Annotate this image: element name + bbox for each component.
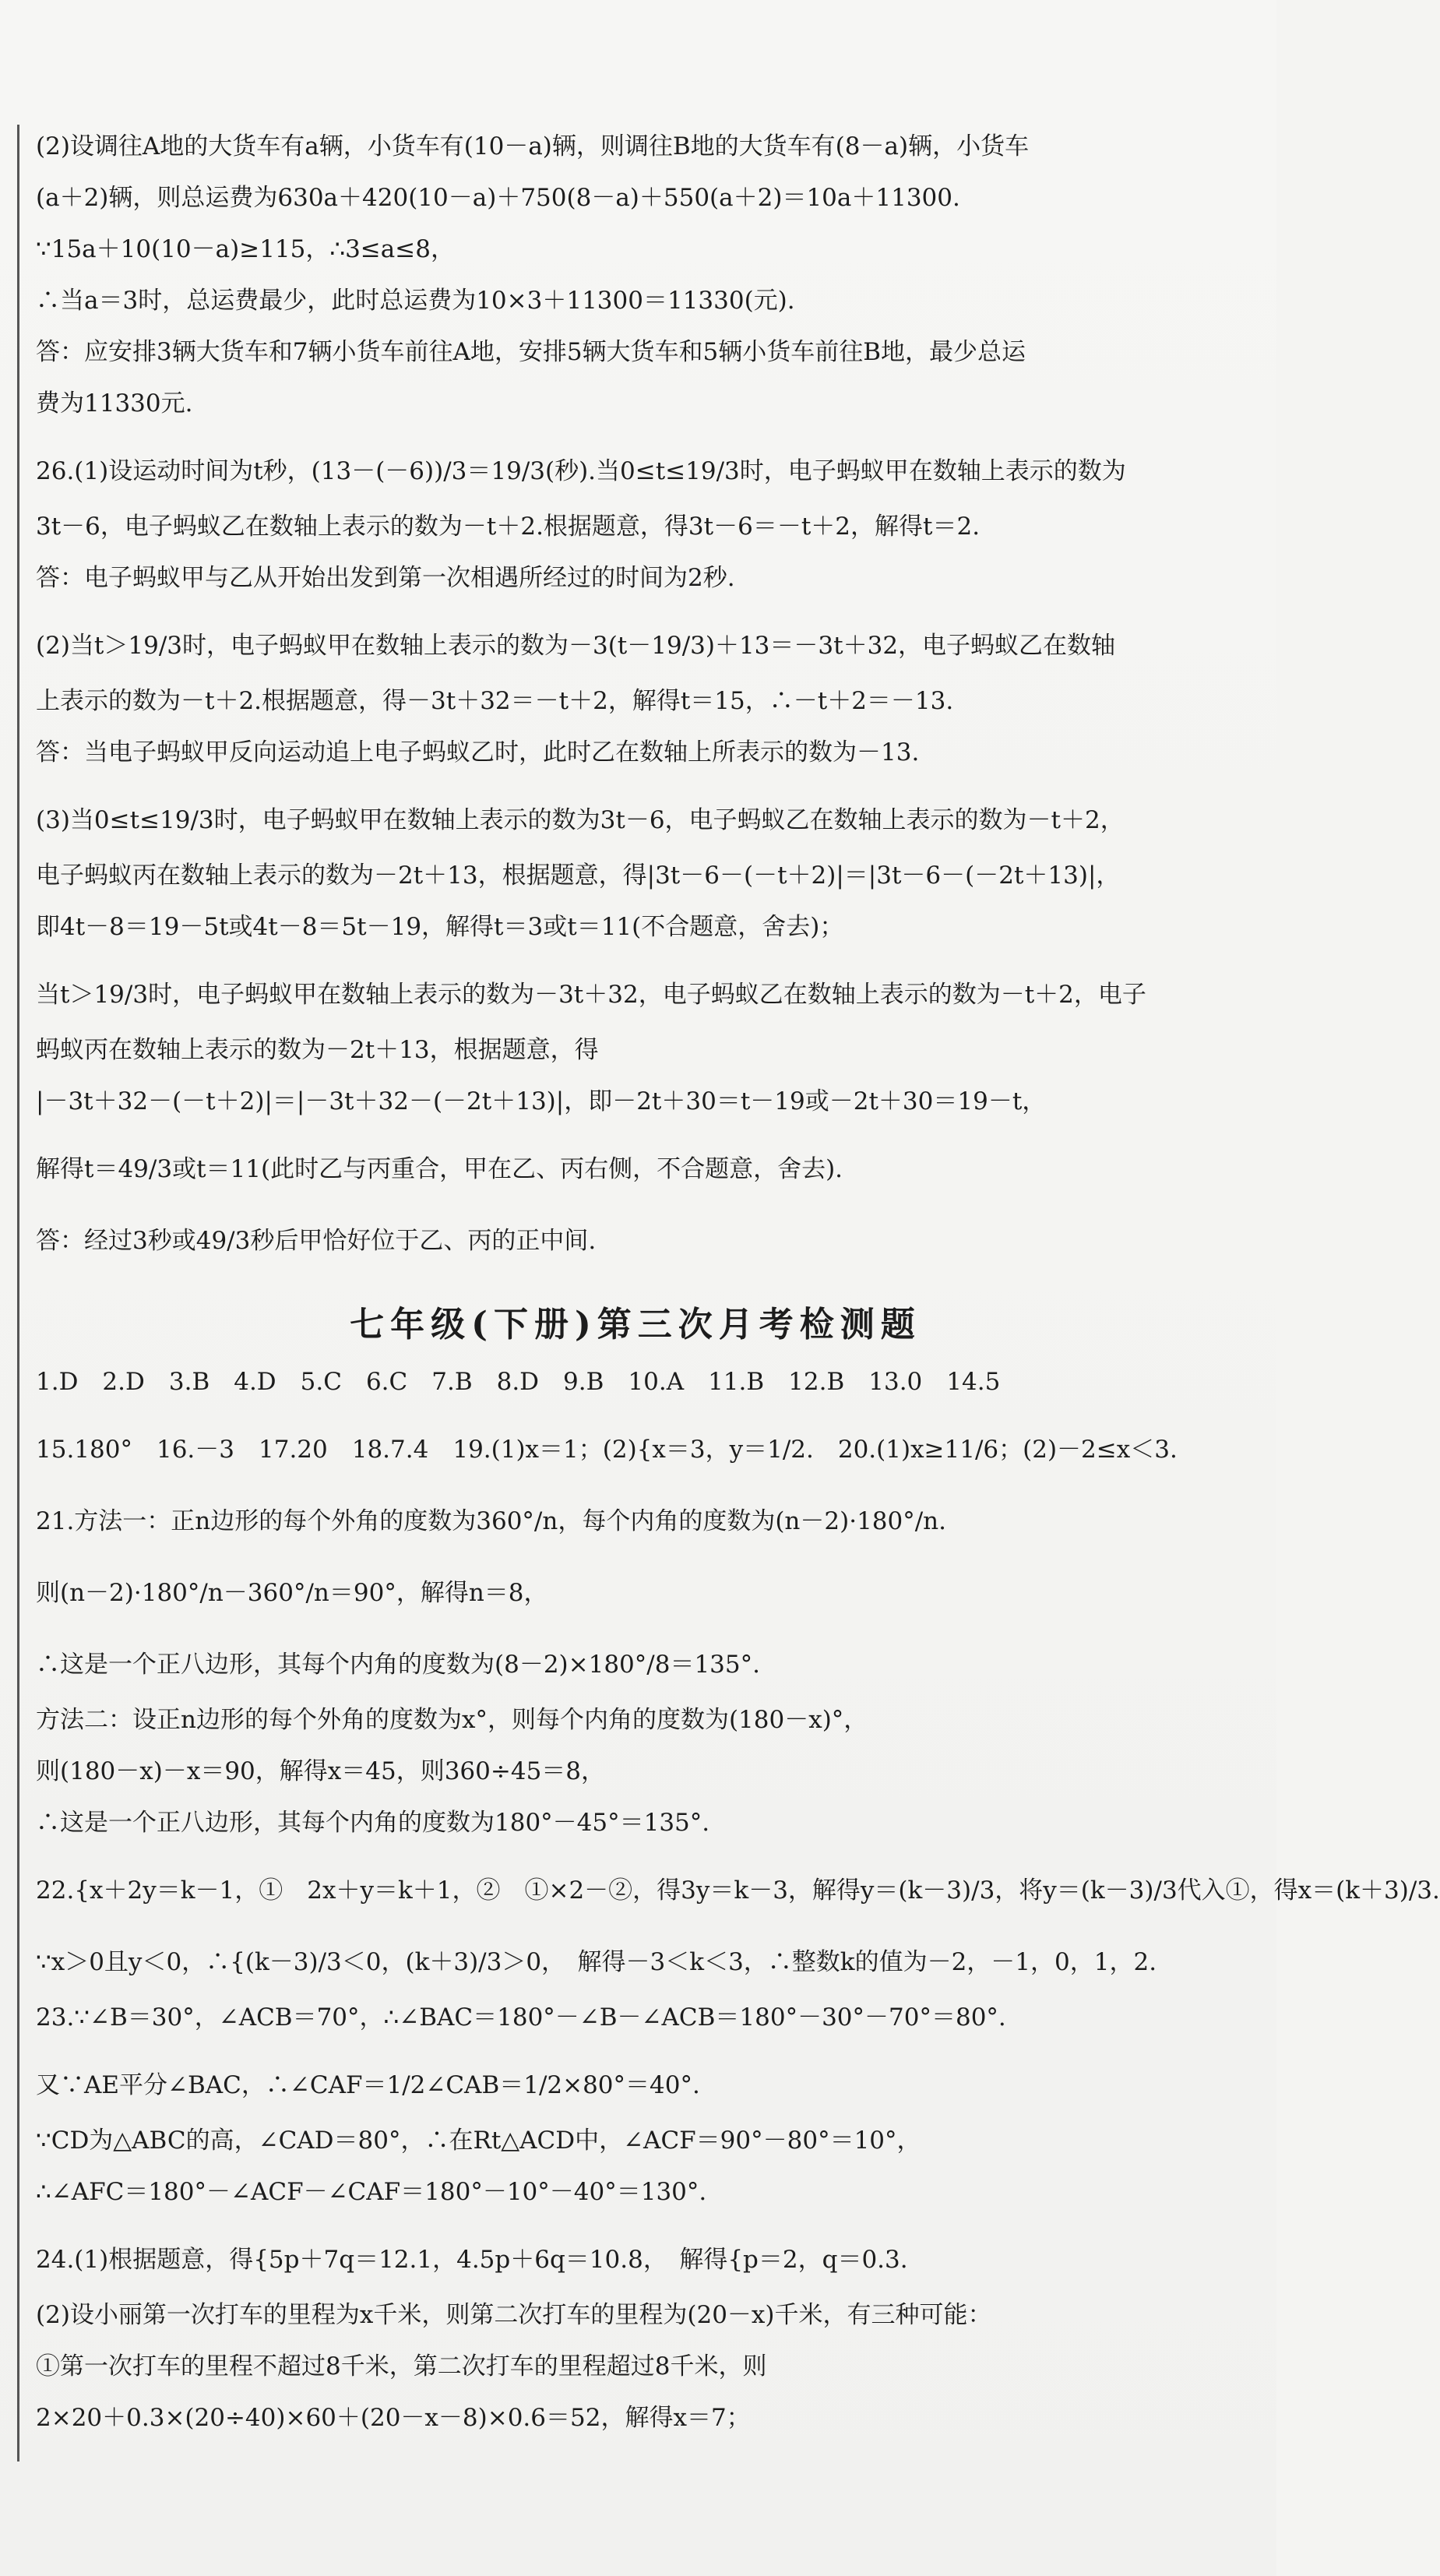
text-line: ①第一次打车的里程不超过8千米，第二次打车的里程超过8千米，则 bbox=[36, 2352, 767, 2380]
text-line: 即4t－8＝19－5t或4t－8＝5t－19，解得t＝3或t＝11(不合题意，舍去)； bbox=[36, 913, 844, 941]
text-line: 则(180－x)－x＝90，解得x＝45，则360÷45＝8， bbox=[36, 1757, 606, 1785]
text-line: (2)设调往A地的大货车有a辆，小货车有(10－a)辆，则调往B地的大货车有(8－a)辆，小货车 bbox=[36, 132, 1030, 160]
text-line: ∵x＞0且y＜0，∴{(k－3)/3＜0，(k＋3)/3＞0， 解得－3＜k＜3，∴整数k的值为－2，－1，0，1，2. bbox=[36, 1948, 1157, 1976]
text-line: 解得t＝49/3或t＝11(此时乙与丙重合，甲在乙、丙右侧，不合题意，舍去). bbox=[36, 1155, 843, 1183]
text-line: 方法二：设正n边形的每个外角的度数为x°，则每个内角的度数为(180－x)°， bbox=[36, 1706, 868, 1734]
text-line: ∴这是一个正八边形，其每个内角的度数为(8－2)×180°/8＝135°. bbox=[36, 1651, 760, 1679]
text-line: ∵15a＋10(10－a)≥115，∴3≤a≤8， bbox=[36, 235, 455, 263]
text-line: 2×20＋0.3×(20÷40)×60＋(20－x－8)×0.6＝52，解得x＝7； bbox=[36, 2404, 751, 2432]
text-line: 15.180° 16.－3 17.20 18.7.4 19.(1)x＝1；(2){x＝3，y＝1/2. 20.(1)x≥11/6；(2)－2≤x＜3. bbox=[36, 1436, 1178, 1464]
text-line: 3t－6，电子蚂蚁乙在数轴上表示的数为－t＋2.根据题意，得3t－6＝－t＋2，解得t＝2. bbox=[36, 513, 981, 541]
text-line: ∴这是一个正八边形，其每个内角的度数为180°－45°＝135°. bbox=[36, 1809, 710, 1837]
text-line: ∵CD为△ABC的高，∠CAD＝80°，∴在Rt△ACD中，∠ACF＝90°－80°＝10°， bbox=[36, 2127, 921, 2155]
text-line: 答：电子蚂蚁甲与乙从开始出发到第一次相遇所经过的时间为2秒. bbox=[36, 564, 735, 592]
text-line: ∴当a＝3时，总运费最少，此时总运费为10×3＋11300＝11330(元). bbox=[36, 287, 795, 315]
text-line: (3)当0≤t≤19/3时，电子蚂蚁甲在数轴上表示的数为3t－6，电子蚂蚁乙在数轴上表示的数为－t＋2， bbox=[36, 806, 1125, 834]
text-line: 1.D 2.D 3.B 4.D 5.C 6.C 7.B 8.D 9.B 10.A 11.B 12.B 13.0 14.5 bbox=[36, 1368, 1001, 1396]
text-line: 上表示的数为－t＋2.根据题意，得－3t＋32＝－t＋2，解得t＝15，∴－t＋2＝－13. bbox=[36, 687, 954, 715]
text-line: 24.(1)根据题意，得{5p＋7q＝12.1，4.5p＋6q＝10.8， 解得{p＝2，q＝0.3. bbox=[36, 2246, 908, 2274]
binding-margin-line bbox=[17, 125, 19, 2461]
text-line: (a＋2)辆，则总运费为630a＋420(10－a)＋750(8－a)＋550(a＋2)＝10a＋11300. bbox=[36, 184, 960, 212]
text-line: 26.(1)设运动时间为t秒，(13－(－6))/3＝19/3(秒).当0≤t≤19/3时，电子蚂蚁甲在数轴上表示的数为 bbox=[36, 457, 1126, 485]
text-line: 23.∵∠B＝30°，∠ACB＝70°，∴∠BAC＝180°－∠B－∠ACB＝180°－30°－70°＝80°. bbox=[36, 2003, 1006, 2032]
text-line: 蚂蚁丙在数轴上表示的数为－2t＋13，根据题意，得 bbox=[36, 1036, 599, 1064]
text-line: (2)当t＞19/3时，电子蚂蚁甲在数轴上表示的数为－3(t－19/3)＋13＝－3t＋32，电子蚂蚁乙在数轴 bbox=[36, 632, 1116, 660]
text-line: 电子蚂蚁丙在数轴上表示的数为－2t＋13，根据题意，得|3t－6－(－t＋2)|＝|3t－6－(－2t＋13)|， bbox=[36, 862, 1121, 890]
text-line: 答：应安排3辆大货车和7辆小货车前往A地，安排5辆大货车和5辆小货车前往B地，最少总运 bbox=[36, 338, 1026, 366]
text-line: |－3t＋32－(－t＋2)|＝|－3t＋32－(－2t＋13)|，即－2t＋30＝t－19或－2t＋30＝19－t， bbox=[36, 1087, 1047, 1115]
text-line: 答：经过3秒或49/3秒后甲恰好位于乙、丙的正中间. bbox=[36, 1227, 597, 1255]
text-line: 答：当电子蚂蚁甲反向运动追上电子蚂蚁乙时，此时乙在数轴上所表示的数为－13. bbox=[36, 738, 920, 766]
text-line: 费为11330元. bbox=[36, 389, 193, 418]
text-line: 又∵AE平分∠BAC，∴∠CAF＝1/2∠CAB＝1/2×80°＝40°. bbox=[36, 2071, 700, 2099]
text-line: 21.方法一：正n边形的每个外角的度数为360°/n，每个内角的度数为(n－2)·180°/n. bbox=[36, 1507, 947, 1535]
text-line: (2)设小丽第一次打车的里程为x千米，则第二次打车的里程为(20－x)千米，有三种可能： bbox=[36, 2301, 992, 2329]
text-line: 当t＞19/3时，电子蚂蚁甲在数轴上表示的数为－3t＋32，电子蚂蚁乙在数轴上表示的数为－t＋2，电子 bbox=[36, 981, 1146, 1009]
answer-content bbox=[36, 129, 1440, 2452]
text-line: 则(n－2)·180°/n－360°/n＝90°，解得n＝8， bbox=[36, 1579, 548, 1607]
text-line: 22.{x＋2y＝k－1，① 2x＋y＝k＋1，② ①×2－②，得3y＝k－3，解得y＝(k－3)/3，将y＝(k－3)/3代入①，得x＝(k＋3)/3. bbox=[36, 1876, 1440, 1905]
text-line: ∴∠AFC＝180°－∠ACF－∠CAF＝180°－10°－40°＝130°. bbox=[36, 2178, 707, 2206]
section-title: 七年级(下册)第三次月考检测题 bbox=[350, 1305, 921, 1344]
